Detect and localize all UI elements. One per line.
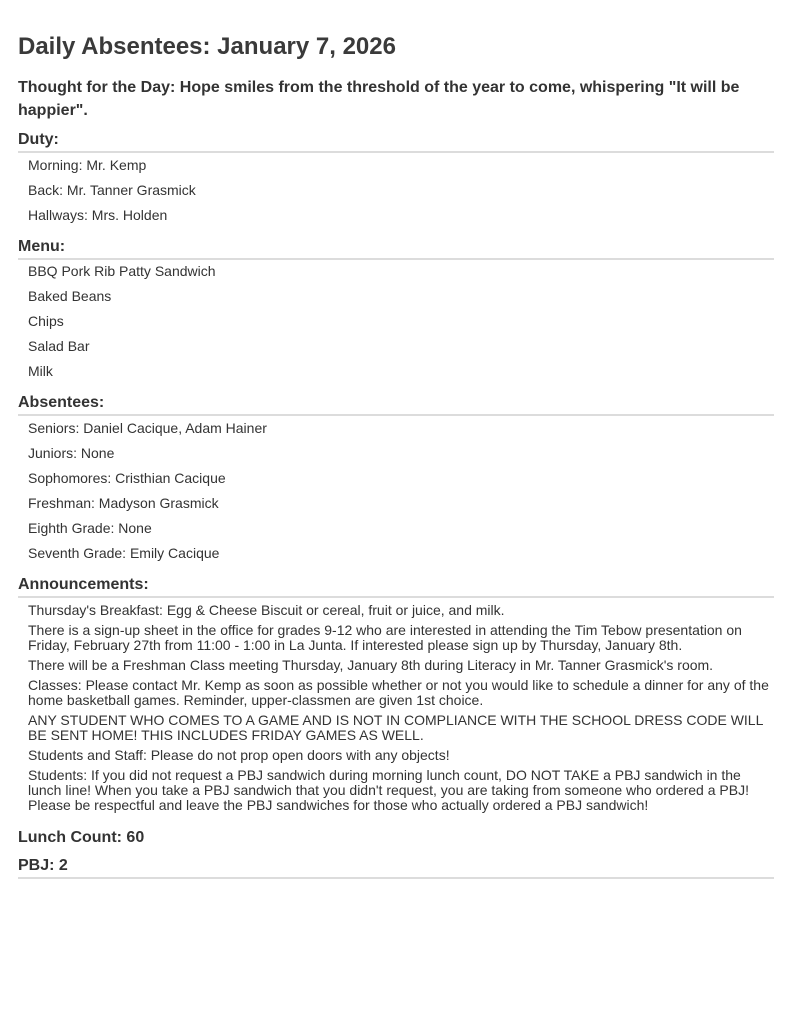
thought-for-the-day: Thought for the Day: Hope smiles from the threshold of the year to come, whispering "It will be happier". <box>18 79 740 119</box>
absentee-item: Juniors: None <box>28 445 115 461</box>
announcement-item: Students: If you did not request a PBJ sandwich during morning lunch count, DO NOT TAKE a PBJ sandwich in the lunch line! When you take a PBJ sandwich that you didn't request, you are taking from someone who ordered a PBJ! Please be respectful and leave the PBJ sandwiches for those who actually ordered a PBJ sandwich! <box>28 767 749 813</box>
duty-item: Back: Mr. Tanner Grasmick <box>28 182 196 198</box>
announcement-item: Students and Staff: Please do not prop open doors with any objects! <box>28 747 450 763</box>
announcements-heading: Announcements: <box>18 575 774 598</box>
absentee-item: Seniors: Daniel Cacique, Adam Hainer <box>28 420 267 436</box>
absentees-section <box>18 393 774 562</box>
duty-item: Morning: Mr. Kemp <box>28 157 147 173</box>
page-title: Daily Absentees: January 7, 2026 <box>18 33 396 60</box>
menu-item: BBQ Pork Rib Patty Sandwich <box>28 263 216 279</box>
duty-list <box>18 157 774 224</box>
announcements-section <box>18 575 774 813</box>
absentee-item: Seventh Grade: Emily Cacique <box>28 545 220 561</box>
menu-item: Milk <box>28 363 53 379</box>
menu-heading: Menu: <box>18 237 774 260</box>
absentee-item: Eighth Grade: None <box>28 520 152 536</box>
absentee-item: Sophomores: Cristhian Cacique <box>28 470 226 486</box>
announcement-item: Classes: Please contact Mr. Kemp as soon as possible whether or not you would like to schedule a dinner for any of the home basketball games. Reminder, upper-classmen are given 1st choice. <box>28 677 769 708</box>
announcement-item: There will be a Freshman Class meeting Thursday, January 8th during Literacy in Mr. Tanner Grasmick's room. <box>28 657 714 673</box>
announcement-item: ANY STUDENT WHO COMES TO A GAME AND IS NOT IN COMPLIANCE WITH THE SCHOOL DRESS CODE WILL BE SENT HOME! THIS INCLUDES FRIDAY GAMES AS WELL. <box>28 712 763 743</box>
duty-section <box>18 130 774 224</box>
duty-heading: Duty: <box>18 130 774 153</box>
absentee-item: Freshman: Madyson Grasmick <box>28 495 219 511</box>
absentees-list <box>18 420 774 562</box>
menu-item: Chips <box>28 313 64 329</box>
menu-item: Salad Bar <box>28 338 90 354</box>
announcement-item: There is a sign-up sheet in the office for grades 9-12 who are interested in attending the Tim Tebow presentation on Friday, February 27th from 11:00 - 1:00 in La Junta. If interested please sign up by Thursday, January 8th. <box>28 622 742 653</box>
announcements-list <box>18 603 774 813</box>
absentees-heading: Absentees: <box>18 393 774 416</box>
pbj-count: PBJ: 2 <box>18 856 774 879</box>
duty-item: Hallways: Mrs. Holden <box>28 207 168 223</box>
announcement-item: Thursday's Breakfast: Egg & Cheese Biscuit or cereal, fruit or juice, and milk. <box>28 602 505 618</box>
menu-section <box>18 237 774 380</box>
menu-list <box>18 263 774 380</box>
lunch-count: Lunch Count: 60 <box>18 829 145 846</box>
menu-item: Baked Beans <box>28 288 112 304</box>
